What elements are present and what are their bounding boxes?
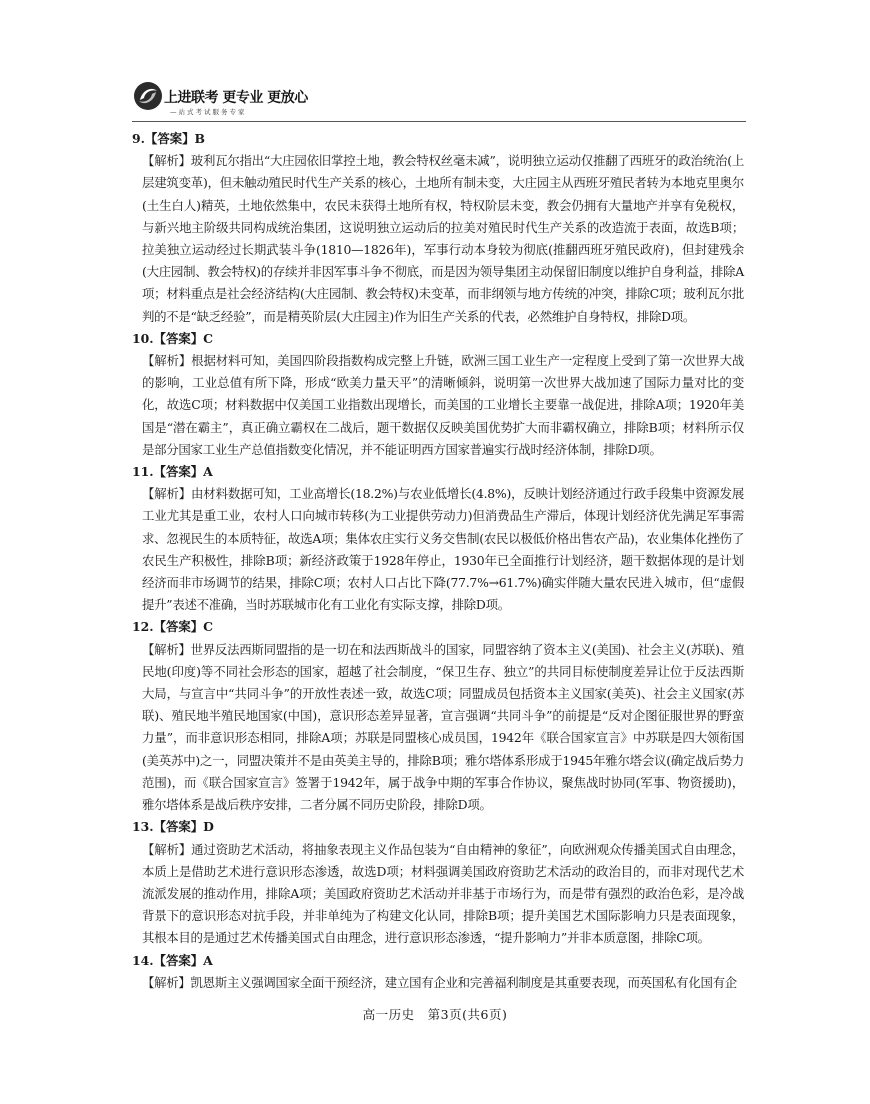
answer-label: 11.【答案】A xyxy=(132,464,213,480)
answer-explanation: 【解析】世界反法西斯同盟指的是一切在和法西斯战斗的国家，同盟容纳了资本主义(美国)、社会主义(苏联)、殖民地(印度)等不同社会形态的国家，超越了社会制度，“保卫生存、独立”的共同目标使制度差异让位于反法西斯大局，与宣言中“共同斗争”的开放性表述一致，故选C项；同盟成员包括资本主义国家(美英)、社会主义国家(苏联)、殖民地半殖民地国家(中国)，意识形态差异显著，宣言强调“共同斗争”的前提是“反对企图征服世界的野蛮力量”，而非意识形态相同，排除A项；苏联是同盟核心成员国，1942年《联合国家宣言》中苏联是四大领衔国(美英苏中)之一，同盟决策并不是由英美主导的，排除B项；雅尔塔体系形成于1945年雅尔塔会议(确定战后势力范围)，而《联合国家宣言》签署于1942年，属于战争中期的军事合作协议，聚焦战时协同(军事、物资援助)，雅尔塔体系是战后秩序安排，二者分属不同历史阶段，排除D项。 xyxy=(142,641,744,813)
answer-label: 13.【答案】D xyxy=(132,819,214,835)
header-divider xyxy=(132,121,746,122)
answer-list xyxy=(132,128,744,994)
header-subslogan: —站式考试服务专家 xyxy=(170,108,247,116)
answer-explanation: 【解析】玻利瓦尔指出“大庄园依旧掌控土地，教会特权丝毫未减”，说明独立运动仅推翻了西班牙的政治统治(上层建筑变革)，但未触动殖民时代生产关系的核心，土地所有制未变，大庄园主从西班牙殖民者转为本地克里奥尔(土生白人)精英，土地依然集中，农民未获得土地所有权，特权阶层未变，教会仍拥有大量地产并享有免税权，与新兴地主阶级共同构成统治集团，这说明独立运动后的拉美对殖民时代生产关系的改造流于表面，故选B项；拉美独立运动经过长期武装斗争(1810—1826年)，军事行动本身较为彻底(推翻西班牙殖民政府)，但封建残余(大庄园制、教会特权)的存续并非因军事斗争不彻底，而是因为领导集团主动保留旧制度以维护自身利益，排除A项；材料重点是社会经济结构(大庄园制、教会特权)未变革，而非纲领与地方传统的冲突，排除C项；玻利瓦尔批判的不是“缺乏经验”，而是精英阶层(大庄园主)作为旧生产关系的代表，必然维护自身特权，排除D项。 xyxy=(142,153,744,324)
answer-explanation: 【解析】根据材料可知，美国四阶段指数构成完整上升链，欧洲三国工业生产一定程度上受到了第一次世界大战的影响，工业总值有所下降，形成“欧美力量天平”的清晰倾斜，说明第一次世界大战加速了国际力量对比的变化，故选C项；材料数据中仅美国工业指数出现增长，而美国的工业增长主要靠一战促进，排除A项；1920年美国是“潜在霸主”，真正确立霸权在二战后，题干数据仅反映美国优势扩大而非霸权确立，排除B项；材料所示仅是部分国家工业生产总值指数变化情况，并不能证明西方国家普遍实行战时经济体制，排除D项。 xyxy=(142,353,744,457)
answer-item-11 xyxy=(132,461,744,616)
answer-item-9 xyxy=(132,128,744,328)
answer-label: 9.【答案】B xyxy=(132,131,205,146)
swirl-logo-icon xyxy=(132,80,164,112)
answer-explanation: 【解析】通过资助艺术活动，将抽象表现主义作品包装为“自由精神的象征”，向欧洲观众传播美国式自由理念，本质上是借助艺术进行意识形态渗透，故选D项；材料强调美国政府资助艺术活动的政治目的，而非对现代艺术流派发展的推动作用，排除A项；美国政府资助艺术活动并非基于市场行为，而是带有强烈的政治色彩，是冷战背景下的意识形态对抗手段，并非单纯为了构建文化认同，排除B项；提升美国艺术国际影响力只是表面现象，其根本目的是通过艺术传播美国式自由理念，进行意识形态渗透，“提升影响力”并非本质意图，排除C项。 xyxy=(142,841,744,946)
answer-label: 12.【答案】C xyxy=(132,619,213,635)
answer-item-10 xyxy=(132,328,744,461)
answer-item-14 xyxy=(132,950,744,994)
answer-label: 14.【答案】A xyxy=(132,952,213,968)
answer-item-12 xyxy=(132,616,744,816)
publisher-logo xyxy=(132,80,332,120)
header-slogan: 上进联考 更专业 更放心 xyxy=(164,90,308,106)
page-footer: 高一历史 第3页(共6页) xyxy=(362,1007,508,1022)
answer-item-13 xyxy=(132,816,744,949)
answer-explanation: 【解析】凯恩斯主义强调国家全面干预经济，建立国有企业和完善福利制度是其重要表现，而英国私有化国有企 xyxy=(142,974,737,990)
answer-explanation: 【解析】由材料数据可知，工业高增长(18.2%)与农业低增长(4.8%)，反映计划经济通过行政手段集中资源发展工业尤其是重工业，农村人口向城市转移(为工业提供劳动力)但消费品生产滞后，体现计划经济优先满足军事需求、忽视民生的本质特征，故选A项；集体农庄实行义务交售制(农民以极低价格出售农产品)，农业集体化挫伤了农民生产积极性，排除B项；新经济政策于1928年停止，1930年已全面推行计划经济，题干数据体现的是计划经济而非市场调节的结果，排除C项；农村人口占比下降(77.7%→61.7%)确实伴随大量农民进入城市，但“虚假提升”表述不准确，当时苏联城市化有工业化有实际支撑，排除D项。 xyxy=(142,486,744,613)
answer-label: 10.【答案】C xyxy=(132,330,213,346)
